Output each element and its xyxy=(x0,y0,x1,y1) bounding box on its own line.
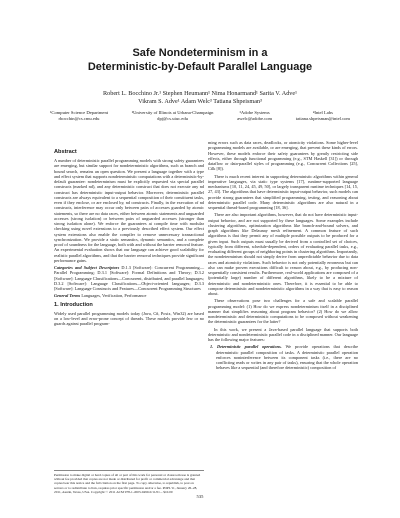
body-paragraph-1: ming errors such as data races, deadlocks, or atomicity violations. Some higher-level programming models are available, or are emerging, that prevent these kinds of errors. However, these models enforce their safety guarantees by greatly restricting side effects, either through functional programming (e.g., STM Haskell [31]) or through dataflow or data-parallel styles of programming (e.g., Concurrent Collections [25], Cilk [8]). xyxy=(208,140,358,172)
paper-title xyxy=(0,46,400,74)
affiliation-name: ³Adobe Systems xyxy=(239,110,270,115)
left-column xyxy=(54,146,204,328)
copyright-footnote: Permission to make digital or hard copies of all or part of this work for personal or classroom use is granted without fee provided that copies are not made or distributed for profit or commercial advantage and that copies bear this notice and the full citation on the first page. To copy otherwise, to republish, to post on servers or to redistribute to lists, requires prior specific permission and/or a fee. POPL'11, January 26–28, 2011, Austin, Texas, USA. Copyright © 2011 ACM 978-1-4503-0490-0/11/01... $10.00 xyxy=(54,470,204,494)
title-line-2: Deterministic-by-Default Parallel Language xyxy=(87,61,313,73)
terms-text: Languages, Verification, Performance xyxy=(81,293,147,299)
body-paragraph-5: In this work, we present a Java-based parallel language that supports both deterministic and nondeterministic parallel code in a disciplined manner. Our language has the following major features: xyxy=(208,326,358,342)
introduction-heading: 1. Introduction xyxy=(54,301,93,308)
categories-text: D.1.3 [Software]: Concurrent Programming—Parallel Programming; D.3.1 [Software]: Formal Definitions and Theory; D.3.2 [Software]: Language Classifications—Concurrent, distributed, and parallel languages; D.3.2 [Software]: Language Classifications—Object-oriented languages; D.3.3 [Software]: Language Constructs and Features—Concurrent Programming Structures xyxy=(54,265,204,291)
feature-list-item-1 xyxy=(208,344,358,370)
body-paragraph-3: There are also important algorithms, however, that do not have deterministic input-output behavior, and are not supported by these languages. Some examples include clustering algorithms, optimization algorithms like branch-and-bound solvers, and graph algorithms like Delaunay mesh refinement. A common feature of such algorithms is that they permit any of multiple possible outputs to be produced for a given input. Such outputs must usually be derived from a controlled set of choices, typically from different, schedule-dependent, orders of evaluating parallel tasks, e.g., evaluating different groups of neighboring points in clustering algorithms. Importantly, the nondeterminism should not simply derive from unpredictable behavior due to data races and atomicity violations. Such behavior is not only potentially erroneous but can also can make proven executions difficult to reason about, e.g., by producing non-sequentially consistent results. Furthermore, real-world applications are composed of a (potentially large) number of different algorithms, likely to be a mixture of deterministic and nondeterministic ones. Therefore, it is essential to be able to compose deterministic and nondeterministic algorithms in a way that is easy to reason about. xyxy=(208,212,358,296)
affiliation-email: tatiana.shpeisman@intel.com xyxy=(295,115,350,121)
terms-paragraph xyxy=(54,293,204,298)
abstract-text: A number of deterministic parallel programming models with strong safety guarantees are emerging, but similar support for nondeterministic algorithms, such as branch and bound search, remains an open question. We present a language together with a type and effect system that supports nondeterministic computations with a deterministic-by-default guarantee: nondeterminism must be explicitly requested via special parallel constructs (marked nd), and any deterministic construct that does not execute any nd construct has deterministic input-output behavior. Moreover, deterministic parallel constructs are always equivalent to a sequential composition of their constituent tasks, even if they enclose, or are enclosed by, nd constructs. Finally, in the execution of nd constructs, interference may occur only between pairs of accesses guarded by atomic statements, so there are no data races, either between atomic statements and unguarded accesses (strong isolation) or between pairs of unguarded accesses (stronger than strong isolation alone). We enforce the guarantees at compile time with modular checking using novel extensions to a previously described effect system. Our effect system extensions also enable the compiler to remove unnecessary transactional synchronization. We provide a static semantics, dynamic semantics, and a complete proof of soundness for the language, both with and without the barrier removal feature. An experimental evaluation shows that our language can achieve good scalability for realistic parallel algorithms, and that the barrier removal techniques provide significant performance gains. xyxy=(54,158,204,263)
affiliation-2 xyxy=(132,110,214,121)
intro-paragraph-1: Widely used parallel programming models today (Java, C#, Posix, Win32) are based on a low-level and error-prone concept of threads. These models provide few or no guards against parallel program- xyxy=(54,310,204,326)
authors-line-1: Robert L. Bocchino Jr.¹ Stephen Heumann¹ Nima Honarmand¹ Sarita V. Adve¹ xyxy=(103,90,297,97)
author-list xyxy=(30,90,370,106)
list-item-label: 1. Deterministic parallel operations. xyxy=(210,344,282,350)
affiliation-email: rbocchin@cs.cmu.edu xyxy=(58,115,100,121)
list-item-text: We provide operations that describe deterministic parallel composition of tasks. A deterministic parallel operation enforces noninterference between its component tasks (i.e., there are no conflicting reads or writes in any pair of tasks), ensuring that the whole operation behaves like a sequential (and therefore deterministic) composition of xyxy=(216,344,359,371)
categories-paragraph xyxy=(54,265,204,291)
page-number: 535 xyxy=(196,494,204,499)
terms-label: General Terms xyxy=(54,293,81,299)
affiliation-name: ²University of Illinois at Urbana-Champaign xyxy=(131,110,214,115)
affiliation-4 xyxy=(296,110,350,121)
affiliation-1 xyxy=(50,110,108,121)
affiliations xyxy=(50,110,350,121)
authors-line-2: Vikram S. Adve¹ Adam Welc³ Tatiana Shpeisman³ xyxy=(138,98,262,105)
abstract-heading: Abstract xyxy=(54,149,77,155)
title-line-1: Safe Nondeterminism in a xyxy=(132,47,268,59)
affiliation-email: awelc@adobe.com xyxy=(237,115,273,121)
categories-label: Categories and Subject Descriptors xyxy=(54,265,120,270)
affiliation-email: dpj@cs.uiuc.edu xyxy=(157,115,188,121)
affiliation-name: ⁴Intel Labs xyxy=(312,110,333,115)
body-paragraph-2: There is much recent interest in supporting deterministic algorithms within general imperative languages, via static type systems [17], runtime-supported language mechanisms [10, 11, 24, 45, 49, 50], or largely transparent runtime techniques [14, 15, 27, 43]. The algorithms that have deterministic input-output behavior, such models can provide strong guarantees that simplified programming, testing, and reasoning about deterministic parallel code. Many deterministic algorithms are also natural in a sequential thread-based programming [18, 36]. xyxy=(208,173,358,210)
affiliation-name: ¹Computer Science Department xyxy=(50,110,109,115)
affiliation-3 xyxy=(237,110,272,121)
right-column xyxy=(208,140,358,373)
body-paragraph-4: These observations pose two challenges for a safe and scalable parallel programming model: (1) How do we express nondeterminism itself in a disciplined manner that simplifies reasoning about program behavior? (2) How do we allow nondeterministic and deterministic computations to be composed without weakening the deterministic guarantees for the latter? xyxy=(208,298,358,325)
